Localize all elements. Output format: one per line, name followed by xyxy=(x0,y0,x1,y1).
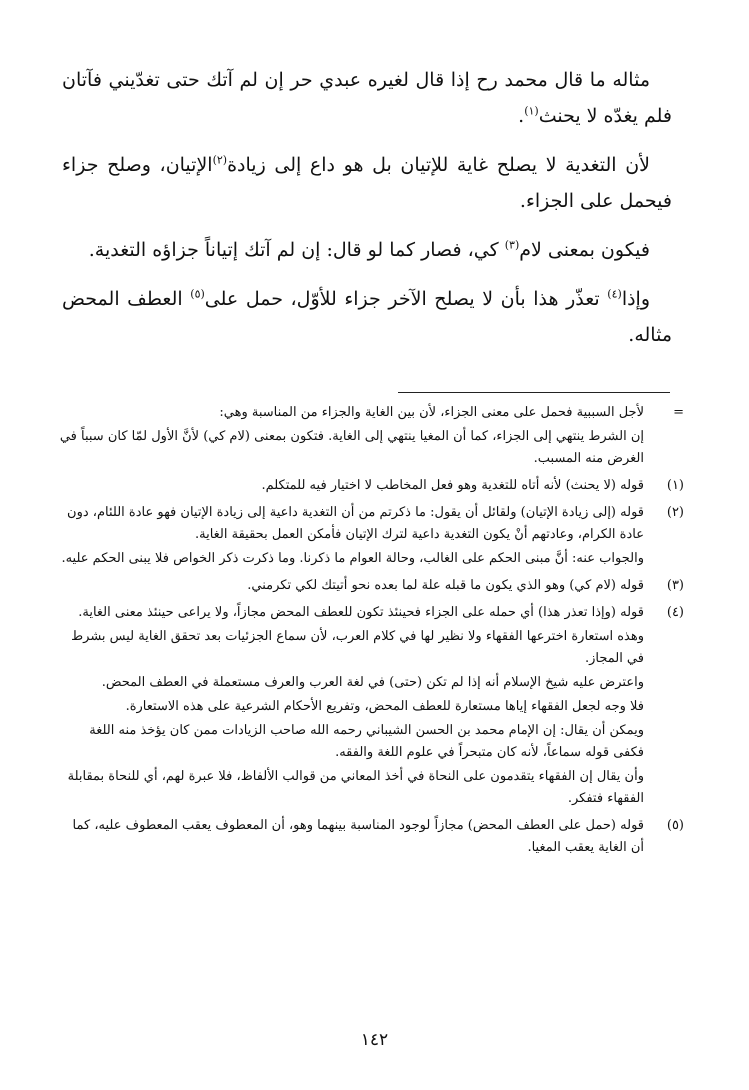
paragraph-text: العطف المحض مثاله. xyxy=(62,288,672,346)
footnote-number: (٣) xyxy=(666,578,684,593)
footnote-number: = xyxy=(673,405,684,420)
footnote-continuation xyxy=(58,402,684,472)
footnote-line: وهذه استعارة اخترعها الفقهاء ولا نظير لها في كلام العرب، لأن سماع الجزئيات بعد تحقق الغاية ليس بشرط في المجاز. xyxy=(71,629,644,666)
footnote-marker: (٤) xyxy=(607,287,622,301)
footnote-divider xyxy=(398,392,670,393)
footnote-1 xyxy=(58,475,684,499)
footnote-5 xyxy=(58,815,684,861)
footnote-line: لأجل السببية فحمل على معنى الجزاء، لأن بين الغاية والجزاء من المناسبة وهي: xyxy=(219,405,644,420)
footnote-marker: (٥) xyxy=(190,287,205,301)
footnote-body xyxy=(58,575,644,599)
paragraph-text: الإتيان، وصلح جزاء فيحمل على الجزاء. xyxy=(62,154,672,212)
footnote-line: قوله (لا يحنث) لأنه أتاه للتغدية وهو فعل المخاطب لا اختيار فيه للمتكلم. xyxy=(261,478,644,493)
footnote-line: فلا وجه لجعل الفقهاء إياها مستعارة للعطف المحض، وتفريع الأحكام الشرعية على هذه الاستعارة. xyxy=(125,699,644,714)
paragraph-text: . xyxy=(518,105,525,127)
footnote-marker: (١) xyxy=(524,104,539,118)
page-number: ١٤٢ xyxy=(360,1030,389,1050)
footnote-body xyxy=(58,475,644,499)
footnote-line: قوله (وإذا تعذر هذا) أي حمله على الجزاء فحينئذ تكون للعطف المحض مجازاً، ولا يراعى حينئذ معنى الغاية. xyxy=(78,605,644,620)
footnote-body xyxy=(58,502,644,572)
footnote-line: قوله (حمل على العطف المحض) مجازاً لوجود المناسبة بينهما وهو، أن المعطوف يعقب المعطوف عليه، كما أن الغاية يعقب المغيا. xyxy=(72,818,644,855)
paragraph-text: لأن التغدية لا يصلح غاية للإتيان بل هو داع إلى زيادة xyxy=(227,154,650,176)
paragraph-text: فيكون بمعنى لام xyxy=(519,239,650,261)
footnote-number: (٤) xyxy=(666,605,684,620)
paragraph-text: وإذا xyxy=(621,288,651,310)
footnote-number: (٥) xyxy=(666,818,684,833)
footnote-line: إن الشرط ينتهي إلى الجزاء، كما أن المغيا ينتهي إلى الغاية. فتكون بمعنى (لام كي) لأنَّ الأول لمّا كان سبباً في الغرض منه المسبب. xyxy=(59,429,644,466)
paragraph-text: تعذّر هذا بأن لا يصلح الآخر جزاء للأوّل، حمل على xyxy=(204,288,600,310)
footnote-body xyxy=(58,402,644,472)
footnote-line: وأن يقال إن الفقهاء يتقدمون على النحاة في أخذ المعاني من قوالب الألفاظ، فلا عبرة لهم، أي للنحاة بمقابلة الفقهاء فتفكر. xyxy=(67,769,644,806)
main-paragraph-2 xyxy=(62,147,672,219)
main-text xyxy=(62,62,672,366)
paragraph-text: كي، فصار كما لو قال: إن لم آتك إتياناً جزاؤه التغدية. xyxy=(88,239,499,261)
main-paragraph-3 xyxy=(62,232,672,268)
footnotes xyxy=(58,402,684,864)
main-paragraph-1 xyxy=(62,62,672,134)
footnote-body xyxy=(58,602,644,812)
footnote-line: والجواب عنه: أنَّ مبنى الحكم على الغالب، وحالة العوام ما ذكرنا. وما ذكرت ذكر الخواص فلا يبنى الحكم عليه. xyxy=(61,551,644,566)
paragraph-text: مثاله ما قال محمد رح إذا قال لغيره عبدي حر إن لم آتك حتى تغدّيني فآتان فلم يغدّه لا يحنث xyxy=(62,69,672,127)
footnote-line: واعترض عليه شيخ الإسلام أنه إذا لم تكن (حتى) في لغة العرب والعرف مستعملة في العطف المحض. xyxy=(101,675,644,690)
footnote-4 xyxy=(58,602,684,812)
footnote-body xyxy=(58,815,644,861)
footnote-marker: (٢) xyxy=(212,153,228,167)
footnote-number: (١) xyxy=(666,478,684,493)
footnote-2 xyxy=(58,502,684,572)
footnote-line: قوله (إلى زيادة الإتيان) ولقائل أن يقول: ما ذكرتم من أن التغدية داعية إلى زيادة الإتيان فهو عادة اللئام، دون عادة الكرام، وعادتهم أنْ يكون التغدية داعية لترك الإتيان فأمكن العمل بحقيقة الغاية. xyxy=(67,505,644,542)
footnote-number: (٢) xyxy=(666,505,684,520)
main-paragraph-4 xyxy=(62,281,672,353)
footnote-3 xyxy=(58,575,684,599)
footnote-line: ويمكن أن يقال: إن الإمام محمد بن الحسن الشيباني رحمه الله صاحب الزيادات ممن كان يؤخذ منه اللغة فكفى قوله سماعاً، لأنه كان متبحراً في علوم اللغة والفقه. xyxy=(89,723,644,760)
footnote-marker: (٣) xyxy=(504,238,520,252)
footnote-line: قوله (لام كي) وهو الذي يكون ما قبله علة لما بعده نحو أتيتك لكي تكرمني. xyxy=(247,578,644,593)
